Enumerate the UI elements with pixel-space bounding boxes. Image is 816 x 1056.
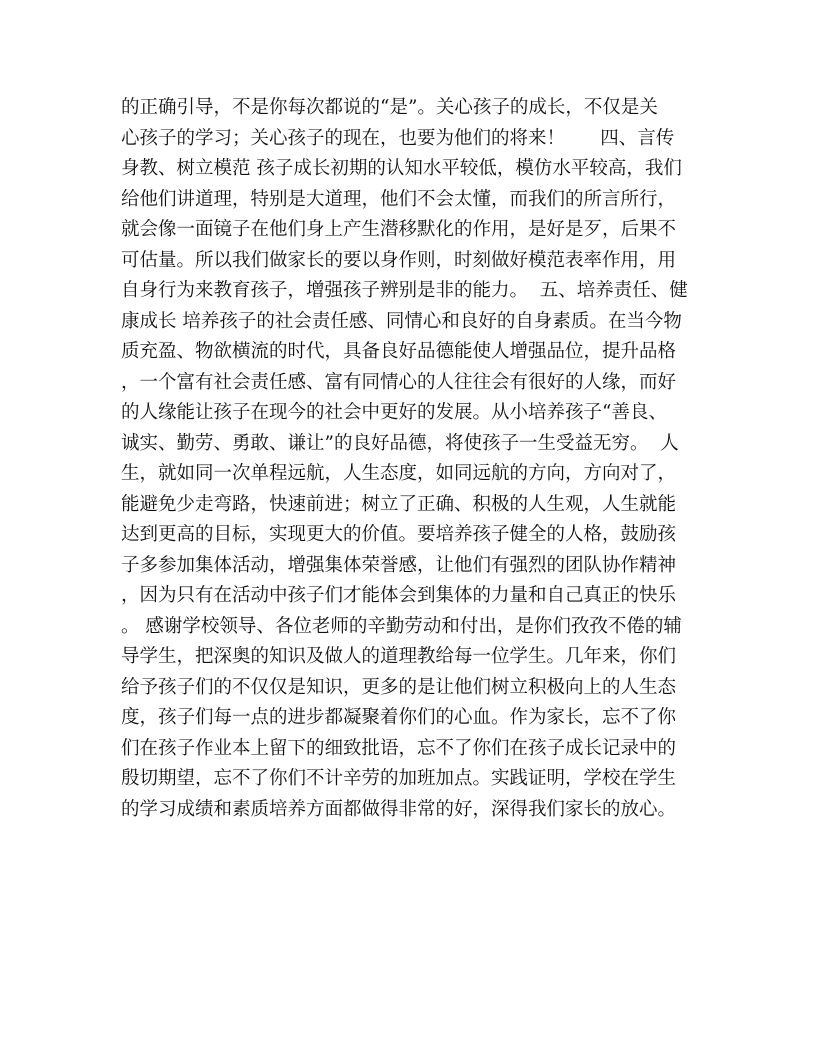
text-line: ，一个富有社会责任感、富有同情心的人往往会有很好的人缘，而好	[121, 371, 677, 393]
text-line: 的人缘能让孩子在现今的社会中更好的发展。从小培养孩子“善良、	[121, 402, 667, 423]
text-line: 生，就如同一次单程远航，人生态度，如同远航的方向，方向对了，	[121, 463, 677, 484]
text-line: 给予孩子们的不仅仅是知识，更多的是让他们树立积极向上的人生态	[121, 676, 677, 698]
text-line: 康成长 培养孩子的社会责任感、同情心和良好的自身素质。在当今物	[121, 310, 682, 332]
text-line: 达到更高的目标，实现更大的价值。要培养孩子健全的人格，鼓励孩	[121, 524, 677, 545]
text-line: 心孩子的学习；关心孩子的现在，也要为他们的将来！ 四、言传	[121, 127, 675, 149]
text-line: ，因为只有在活动中孩子们才能体会到集体的力量和自己真正的快乐	[121, 585, 677, 606]
text-line: 的正确引导，不是你每次都说的“是”。关心孩子的成长，不仅是关	[121, 97, 658, 118]
text-line: 能避免少走弯路，快速前进；树立了正确、积极的人生观，人生就能	[121, 493, 677, 515]
text-line: 可估量。所以我们做家长的要以身作则，时刻做好模范表率作用，用	[121, 249, 677, 271]
text-line: 给他们讲道理，特别是大道理，他们不会太懂，而我们的所言所行，	[121, 188, 677, 210]
text-line: 自身行为来教育孩子，增强孩子辨别是非的能力。 五、培养责任、健	[121, 280, 688, 301]
text-line: 的学习成绩和素质培养方面都做得非常的好，深得我们家长的放心。	[121, 798, 677, 820]
text-line: 们在孩子作业本上留下的细致批语，忘不了你们在孩子成长记录中的	[121, 737, 677, 759]
text-line: 殷切期望，忘不了你们不计辛劳的加班加点。实践证明，学校在学生	[121, 768, 677, 789]
text-line: 身教、树立模范 孩子成长初期的认知水平较低，模仿水平较高，我们	[121, 158, 682, 179]
text-line: 质充盈、物欲横流的时代，具备良好品德能使人增强品位，提升品格	[121, 341, 677, 362]
text-line: 就会像一面镜子在他们身上产生潜移默化的作用，是好是歹，后果不	[121, 219, 677, 240]
text-line: 诚实、勤劳、勇敢、谦让”的良好品德，将使孩子一生受益无穷。 人	[121, 432, 679, 454]
text-line: 。 感谢学校领导、各位老师的辛勤劳动和付出，是你们孜孜不倦的辅	[121, 615, 682, 637]
text-line: 导学生，把深奥的知识及做人的道理教给每一位学生。几年来，你们	[121, 646, 677, 667]
body-text	[121, 93, 696, 825]
text-line: 子多参加集体活动，增强集体荣誉感，让他们有强烈的团队协作精神	[121, 554, 677, 576]
text-line: 度，孩子们每一点的进步都凝聚着你们的心血。作为家长，忘不了你	[121, 707, 677, 728]
